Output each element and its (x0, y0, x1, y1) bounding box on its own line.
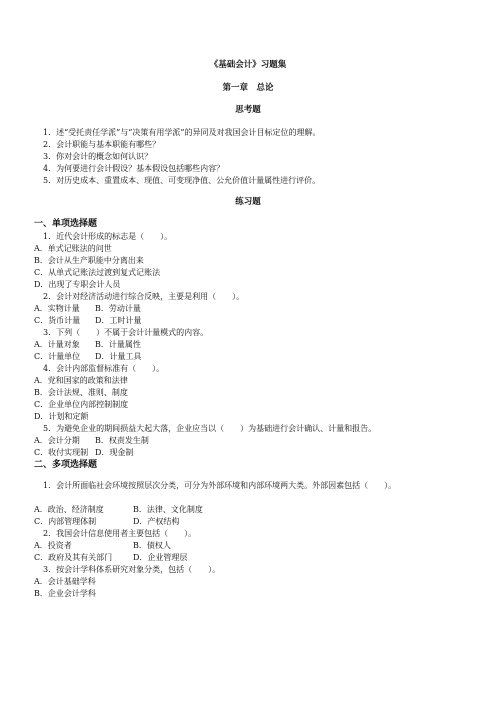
option: D．产权结构 (133, 517, 180, 526)
option: A．党和国家的政策和法律 (34, 376, 128, 385)
option-row (34, 504, 203, 515)
option-row (34, 435, 149, 446)
option: A．会计分期 (34, 436, 80, 445)
option: B．计量属性 (95, 340, 141, 349)
question: 1．会计所面临社会环境按照层次分类，可分为外部环境和内部环境两大类。外部因素包括（ ）。 (43, 481, 397, 490)
option: D．出现了专职会计人员 (34, 280, 121, 289)
option: A．单式记账法的问世 (34, 244, 112, 253)
option: B．法律、文化制度 (133, 505, 203, 514)
option: D．企业管理层 (133, 553, 188, 562)
option: C．企业单位内部控制制度 (34, 400, 129, 409)
option: D．工时计量 (95, 316, 142, 325)
option: D．计量工具 (95, 352, 142, 361)
question: 2．会计对经济活动进行综合反映，主要是利用（ ）。 (43, 292, 245, 301)
option: A．计量对象 (34, 340, 80, 349)
option: B．债权人 (133, 541, 171, 550)
question: 2．我国会计信息使用者主要包括（ ）。 (43, 529, 197, 538)
option: C．从单式记账法过渡到复式记账法 (34, 268, 161, 277)
single-choice-heading: 一、单项选择题 (34, 219, 98, 229)
option-row (34, 351, 142, 362)
option: A．政治、经济制度 (34, 505, 104, 514)
thinking-question: 5．对历史成本、重置成本、现值、可变现净值、公允价值计量属性进行评价。 (43, 176, 321, 185)
thinking-question: 2．会计职能与基本职能有哪些？ (43, 140, 161, 149)
option-row (34, 540, 171, 551)
chapter-title: 第一章 总论 (222, 83, 274, 93)
question: 5．为避免企业的期间损益大起大落，企业应当以（ ）为基础进行会计确认、计量和报告。 (43, 424, 377, 433)
option: B．权责发生制 (95, 436, 149, 445)
option: A．会计基础学科 (34, 577, 96, 586)
question: 1．近代会计形成的标志是（ ）。 (43, 232, 173, 241)
thinking-question: 3．你对会计的概念如何认识？ (43, 152, 153, 161)
document-title: 《基础会计》习题集 (209, 60, 287, 70)
option-row (34, 339, 141, 350)
option: A．投资者 (34, 541, 72, 550)
thinking-question: 4．为何要进行会计假设？基本假设包括哪些内容？ (43, 164, 225, 173)
option-row (34, 552, 188, 563)
multiple-choice-heading: 二、多项选择题 (34, 460, 98, 470)
option: C．内部管理体制 (34, 517, 97, 526)
option: B．会计从生产职能中分离出来 (34, 256, 144, 265)
option-row (34, 516, 180, 527)
option: B．会计法规、准则、制度 (34, 388, 128, 397)
option-row (34, 315, 142, 326)
option: C．货币计量 (34, 316, 81, 325)
option: C．政府及其有关部门 (34, 553, 113, 562)
question: 3．下列（ ）不属于会计计量模式的内容。 (43, 328, 209, 337)
thinking-question: 1．述“受托责任学派”与“决策有用学派”的异同及对我国会计目标定位的理解。 (43, 128, 321, 137)
option-row (34, 303, 141, 314)
option: C．收付实现制 (34, 448, 89, 457)
option: D．现金制 (95, 448, 134, 457)
exercise-heading: 练习题 (235, 197, 261, 207)
option: A．实物计量 (34, 304, 80, 313)
option: C．计量单位 (34, 352, 81, 361)
thinking-heading: 思考题 (235, 105, 261, 115)
option-row (34, 447, 134, 458)
option: B．劳动计量 (95, 304, 141, 313)
question: 3．按会计学科体系研究对象分类，包括（ ）。 (43, 565, 221, 574)
option: B．企业会计学科 (34, 589, 96, 598)
question: 4．会计内部监督标准有（ ）。 (43, 364, 165, 373)
option: D．计划和定额 (34, 412, 89, 421)
